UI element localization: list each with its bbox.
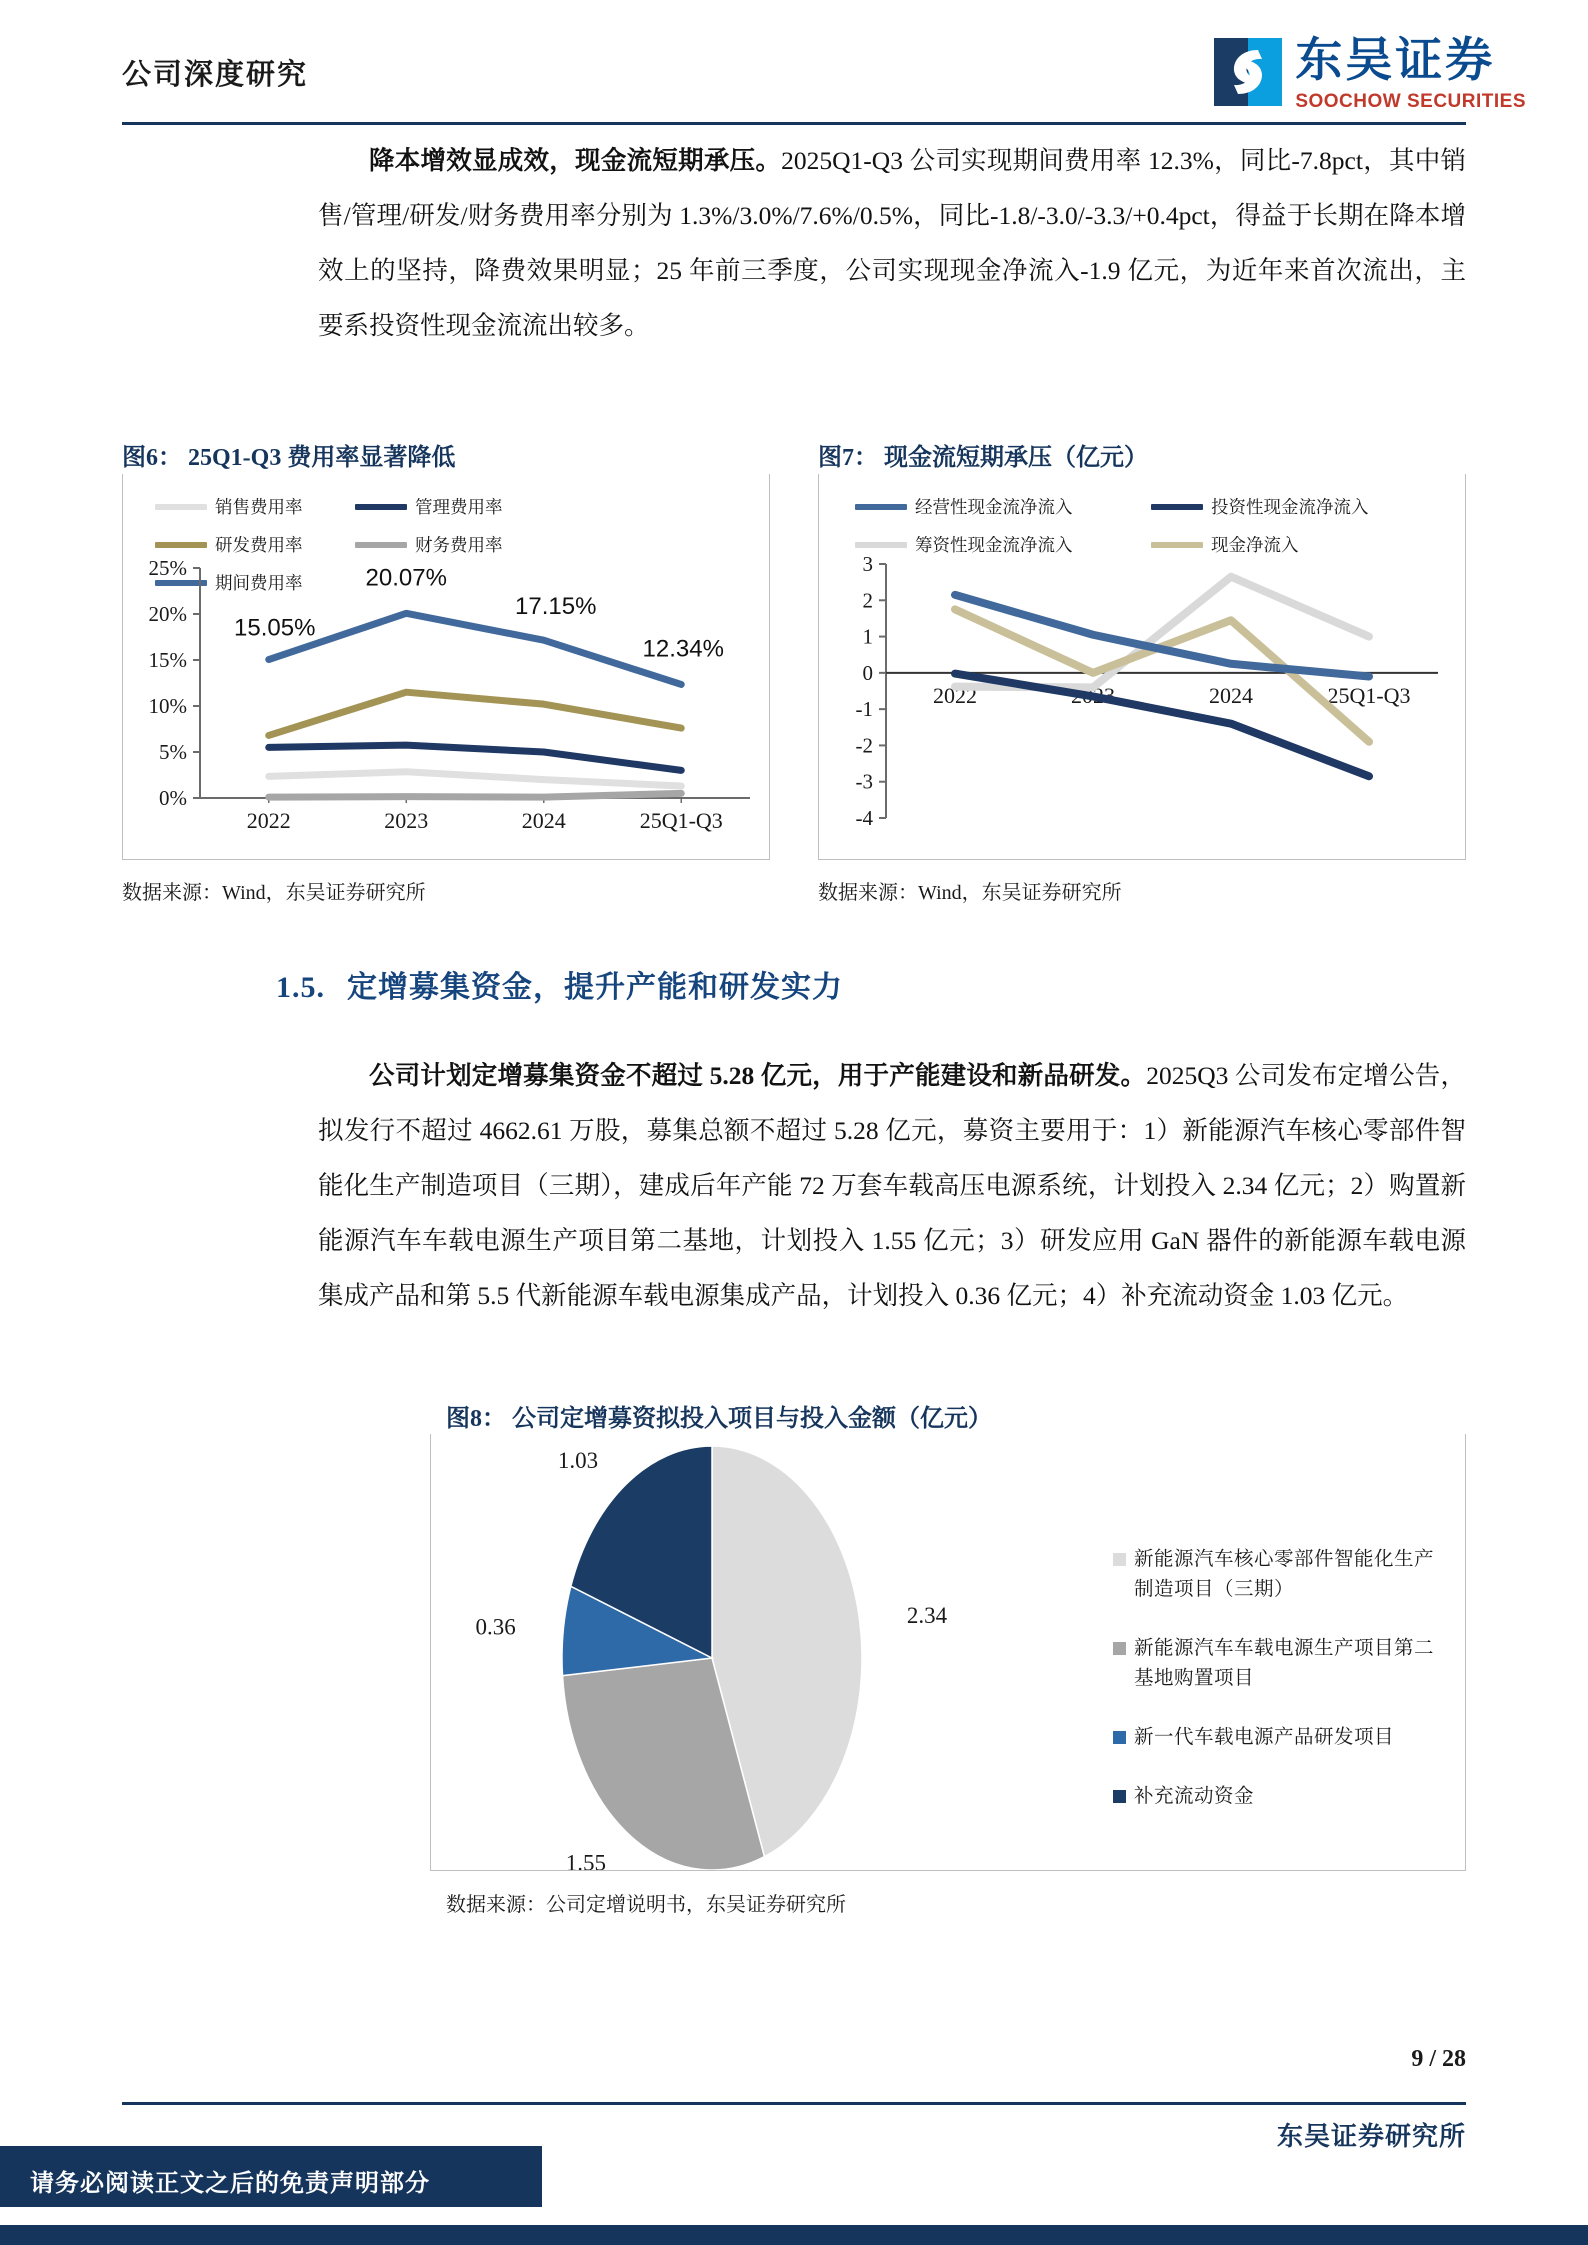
x-tick-label: 2024 [521, 808, 566, 833]
pie-value-label-0.36: 0.36 [475, 1614, 516, 1640]
y-tick-label: -4 [855, 806, 873, 830]
page-number: 9 / 28 [1411, 2046, 1466, 2072]
pie-value-label-2.34: 2.34 [906, 1603, 948, 1629]
pie-legend-item-2 [1113, 1723, 1443, 1753]
legend-label-period: 期间费用率 [215, 573, 303, 593]
figure6-source: 数据来源：Wind，东吴证券研究所 [122, 882, 426, 904]
legend-label-finance: 财务费用率 [415, 535, 503, 555]
pie-legend-label-0: 新能源汽车核心零部件智能化生产制造项目（三期） [1134, 1549, 1435, 1600]
x-tick-label: 25Q1-Q3 [639, 808, 723, 833]
legend-item-investing-cashflow [1151, 494, 1441, 519]
paragraph-2-body: 2025Q3 公司发布定增公告，拟发行不超过 4662.61 万股，募集总额不超过 5.28 亿元，募资主要用于：1）新能源汽车核心零部件智能化生产制造项目（三期），建成后年产能 72 万套车载高压电源系统，计划投入 2.34 亿元；2）购置新能源汽车车载电源生产项目第二基地，计划投入 1.55 亿元；3）研发应用 GaN 器件的新能源车载电源集成产品和第 5.5 代新能源车载电源集成产品，计划投入 0.36 亿元；4）补充流动资金 1.03 亿元。 [318, 1061, 1466, 1310]
legend-label-investing: 投资性现金流净流入 [1211, 497, 1369, 517]
section-number: 1.5. [276, 971, 325, 1004]
data-label-20.07%: 20.07% [365, 564, 447, 592]
legend-item-sales-expense-ratio [155, 494, 345, 519]
y-tick-label: 0% [159, 786, 187, 810]
pie-value-label-1.55: 1.55 [565, 1850, 606, 1870]
pie-legend-label-3: 补充流动资金 [1134, 1786, 1255, 1807]
data-label-17.15%: 17.15% [515, 593, 597, 621]
x-tick-label: 25Q1-Q3 [1327, 682, 1411, 708]
logo-text-en: SOOCHOW SECURITIES [1295, 91, 1526, 112]
page-title: 公司深度研究 [122, 59, 309, 91]
pie-swatch-0 [1113, 1553, 1126, 1566]
legend-item-operating-cashflow [855, 494, 1145, 519]
legend-swatch-admin [355, 504, 407, 510]
pie-legend-label-1: 新能源汽车车载电源生产项目第二基地购置项目 [1134, 1638, 1435, 1689]
legend-swatch-investing [1151, 504, 1203, 510]
pie-legend-label-2: 新一代车载电源产品研发项目 [1134, 1727, 1395, 1748]
legend-swatch-sales [155, 504, 207, 510]
figure8-pie-chart [430, 1440, 1130, 1870]
header-divider [122, 122, 1466, 125]
logo-text-cn: 东吴证券 [1295, 35, 1496, 87]
series-line-财务费用率 [269, 793, 682, 797]
x-tick-label: 2024 [1209, 682, 1253, 708]
soochow-logo-icon [1214, 38, 1282, 106]
pie-swatch-2 [1113, 1731, 1126, 1744]
footer-divider [122, 2102, 1466, 2105]
figure7-title: 图7： 现金流短期承压（亿元） [818, 445, 1148, 471]
series-line-销售费用率 [269, 772, 682, 786]
pie-value-label-1.03: 1.03 [557, 1448, 599, 1474]
page-header [0, 0, 1588, 150]
figure7-legend [855, 494, 1441, 557]
x-tick-label: 2022 [933, 682, 977, 708]
figure7-source: 数据来源：Wind，东吴证券研究所 [818, 882, 1122, 904]
y-tick-label: -3 [855, 769, 873, 794]
series-line-研发费用率 [269, 692, 682, 735]
legend-label-rd: 研发费用率 [215, 535, 303, 555]
section-title: 定增募集资金，提升产能和研发实力 [347, 971, 843, 1004]
y-tick-label: 20% [148, 602, 187, 626]
pie-swatch-1 [1113, 1642, 1126, 1655]
legend-swatch-rd [155, 542, 207, 548]
figure6-line-chart [122, 550, 770, 850]
y-tick-label: -2 [855, 733, 873, 758]
figure6-title: 图6： 25Q1-Q3 费用率显著降低 [122, 445, 456, 471]
y-tick-label: -1 [855, 697, 873, 722]
legend-label-financing: 筹资性现金流净流入 [915, 535, 1073, 555]
legend-swatch-finance [355, 542, 407, 548]
legend-label-net: 现金净流入 [1211, 535, 1299, 555]
x-tick-label: 2022 [246, 808, 291, 833]
footer-brand: 东吴证券研究所 [1276, 2122, 1466, 2151]
figure8-title: 图8： 公司定增募资拟投入项目与投入金额（亿元） [446, 1406, 992, 1432]
figure7-line-chart [818, 550, 1466, 850]
y-tick-label: 5% [159, 740, 187, 764]
figure8-source: 数据来源：公司定增说明书，东吴证券研究所 [446, 1894, 846, 1916]
paragraph-2-lead: 公司计划定增募集资金不超过 5.28 亿元，用于产能建设和新品研发。 [369, 1061, 1147, 1090]
legend-label-sales: 销售费用率 [215, 497, 303, 517]
section-heading-1-5 [276, 962, 843, 1006]
series-line-管理费用率 [269, 745, 682, 770]
y-tick-label: 0 [862, 660, 873, 685]
y-tick-label: 15% [148, 648, 187, 672]
legend-label-operating: 经营性现金流净流入 [915, 497, 1073, 517]
bottom-band [0, 2225, 1588, 2245]
legend-item-admin-expense-ratio [355, 494, 545, 519]
paragraph-1-lead: 降本增效显成效，现金流短期承压。 [369, 146, 782, 175]
y-tick-label: 2 [862, 588, 873, 613]
pie-legend-item-3 [1113, 1782, 1443, 1812]
legend-swatch-financing [855, 542, 907, 548]
x-tick-label: 2023 [384, 808, 429, 833]
y-tick-label: 25% [148, 556, 187, 580]
pie-legend-item-0 [1113, 1545, 1443, 1605]
figure8-legend [1113, 1545, 1443, 1841]
pie-legend-item-1 [1113, 1634, 1443, 1694]
data-label-12.34%: 12.34% [642, 635, 724, 663]
company-logo [1214, 35, 1526, 113]
legend-swatch-net [1151, 542, 1203, 548]
pie-swatch-3 [1113, 1790, 1126, 1803]
y-tick-label: 10% [148, 694, 187, 718]
series-line-期间费用率 [269, 613, 682, 684]
paragraph-expense-ratio [318, 133, 1466, 353]
legend-swatch-operating [855, 504, 907, 510]
x-tick-label: 2023 [1071, 682, 1115, 708]
y-tick-label: 1 [862, 624, 873, 649]
paragraph-private-placement [318, 1048, 1466, 1323]
data-label-15.05%: 15.05% [234, 614, 316, 642]
y-tick-label: 3 [862, 552, 873, 576]
legend-label-admin: 管理费用率 [415, 497, 503, 517]
paragraph-1-body: 2025Q1-Q3 公司实现期间费用率 12.3%，同比-7.8pct，其中销售/管理/研发/财务费用率分别为 1.3%/3.0%/7.6%/0.5%，同比-1.8/-3.0/-3.3/+0.4pct，得益于长期在降本增效上的坚持，降费效果明显；25 年前三季度，公司实现现金净流入-1.9 亿元，为近年来首次流出，主要系投资性现金流流出较多。 [318, 146, 1466, 340]
disclaimer-text: 请务必阅读正文之后的免责声明部分 [30, 2171, 430, 2197]
